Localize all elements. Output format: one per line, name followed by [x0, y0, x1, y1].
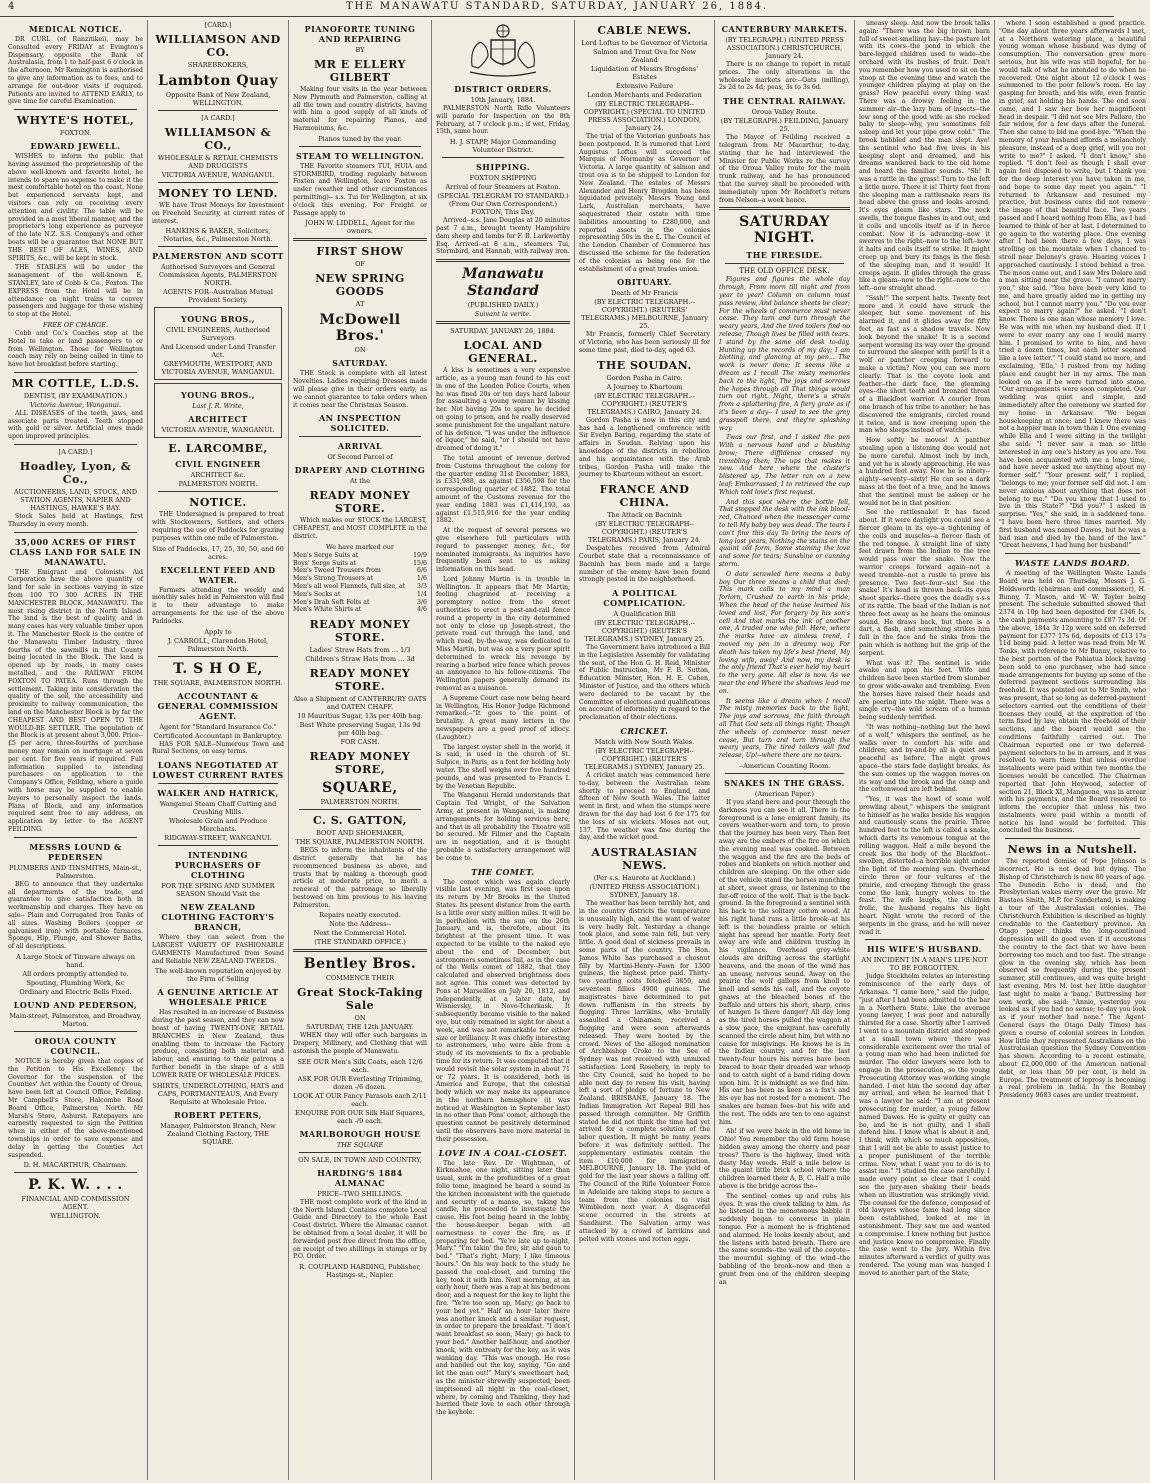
hotel-stables: THE STABLES will be under the management of the well-known E. STANLEY, late of Cobb & Co., Foxton. The EXPRESS from the Hotel will be in attendance on night trains to convey passengers and luggage for those wishing to stop at the Hotel.	[8, 264, 143, 319]
soudan-heading: THE SOUDAN.	[597, 358, 692, 372]
harding-signature: R. COUPLAND HARDING, Publisher, Hastings-st., Napier.	[299, 1263, 421, 1280]
divider	[14, 837, 137, 838]
wife-sub: AN INCIDENT IN A MAN'S LIFE NOT TO BE FORGOTTEN.	[861, 956, 988, 973]
column-1	[4, 20, 148, 1480]
poem-stanza: Twas our first, and I asked the pen With a nervous hand and a blushing brow; There diffidence crossed my trembling then; The ups that makes it now. And here where the cluster's blistered up, The letter ran on a new leaf; Embarrassed, I to retrieved the cup Which told love's first request.	[719, 434, 850, 496]
arrival-heading: ARRIVAL	[337, 441, 383, 452]
lound-bells: Ordinary and Electric Bells Fixed.	[19, 987, 132, 996]
tshoe-cert: Certificated Accountant in Bankruptcy.	[153, 731, 283, 740]
waste-lands-body: A meeting of the Wellington Waste Lands Board was held on Thursday, Messrs J. G. Holdsworth (chairman and commissioner), H. Bunny, T. Mason, and W. W. Taylor being present. The schedule submitted showed that 2374 in 10p had been deposited for £346 Is, the cash payments amounting to £87 7s 3d. Of the above, 184a 3r 12p were sold on deferred payment for £377 17s 6d, deposits of £13 17s 11d being paid. A letter was read from Mr W. Tonks, with reference to Mr Bunny, relative to the best portion of the Pahiatua block having been sold to one purchaser, who had since made arrangements for buying up some of the deferred payment sections surrounding his freehold. It was pointed out to Mr Smith, who was present, that so long as deferred-payment selectors carried out the conditions of their licenses they could, at the expiration of the term fixed by law, obtain the freehold of their sections, and the board would see the conditions faithfully carried out. The Chairman reported one or two deferred-payment selectors to be in arrears, and it was resolved to warn them that unless overdue instalments were paid within two months the licenses would be cancelled. The Chairman reported that John Heywood, selector of section 21, Block XI, Mangaone, was in arrear with his payments, and the Board resolved to inform the occupier that unless his two instalments were paid within a month of notice his land would be forfeited. This concluded the business.	[999, 570, 1146, 835]
column-6	[715, 20, 855, 1480]
show-body: THE Stock is complete with all latest Novelties. Ladies requiring Dresses made will please give in their orders early, as we cannot guarantee to take orders when it comes near the Christmas Season.	[293, 370, 427, 409]
snakes-continued: How softly he moves! A panther stealing upon a listening doe would not be more careful. Almost inch by inch, and yet he is slowly approaching. He was a hundred feet away. Now he is ninety--eighty--seventy--sixty! He can see a dark mass at the foot of a tree, and he knows that the sentinel must be asleep or he would not be in that position.	[859, 437, 990, 507]
bentley-body: WHEN they will offer such bargains in Drapery, Millinery, and Clothing that will astonish the people of Manawatu.	[293, 1032, 427, 1056]
divider	[293, 238, 427, 241]
square-heading: SQUARE,	[322, 780, 398, 797]
rms-heading-1: READY MONEY STORE.	[309, 618, 411, 645]
palmerston-agents: AGENTS FOR--Australian Mutual Provident Society.	[163, 288, 273, 305]
sugar: 10 Mauritius Sugar, 13s per 40lb bag.	[297, 712, 423, 721]
larcombe-sub: CIVIL ENGINEER	[175, 459, 261, 470]
shipping-heading: SHIPPING.	[476, 162, 530, 173]
arrival-body: Which makes our STOCK the LARGEST, CHEAPEST, and MOST COMPLETE in the district.	[293, 517, 427, 540]
price-list	[293, 552, 427, 614]
young2-box	[154, 383, 282, 438]
larcombe-architect: ARCHITECT &c.	[190, 471, 246, 480]
williamson-street: Lambton Quay	[158, 73, 278, 89]
gatton-heading: C. S. GATTON,	[312, 814, 407, 828]
tshoe-address: THE SQUARE, PALMERSTON NORTH.	[153, 678, 283, 687]
divider	[725, 263, 844, 264]
divider	[158, 110, 278, 111]
love-body: The late Rev. Dr Wightman, of Kirkmahoe, one night, sitting later than usual, sunk in the profundities of a great folio tome, imagined he heard a sound in the kitchen inconsistent with the quietude and security of a manse, so, taking his candle, he proceeded to investigate the cause. His foot being heard in the lobby, the house-keeper began with all earnestness to cover the fire, as if preparing for bed. "Ye're late up to-night, Mary." "I'm takin' the fire, sir, and gaun to bed." "That's right, Mary; I like timeous hours." On his way back to the study he passed the coal-closet, and turning the key, took it with him. Next morning, at an early hour, there was a rap at his bedroom door, and a request for the key to light the fire. "Ye're too soon up, Mary; go back to your bed yet." Half an hour later there was another knock and a similar request, in order to prepare the breakfast. "I don't want breakfast so soon, Mary; go back to your bed." Another half-hour, and another knock, with entreaty for the key, as it was wanking day. "This was enough. He rose and handed out the key, saying, "Go and let the man out!" Mary's sweetheart had, as the minister shrewdly suspected, been imprisoned all night in the coal-closet, where, by coming and Thinking, they had hurried their love to each other through the keyhole.	[436, 1159, 570, 1417]
poem-source: --American Counting Room.	[738, 761, 831, 770]
walker-body: Wholesale Grain and Produce Merchants.	[169, 817, 267, 834]
walker-sub: Wanganui Steam Chaff Cutting and Crushing Mills.	[159, 800, 277, 817]
france-body: Despatches received from Admiral Courbet state that a reconnaissance of Bacninh has been made and a large number of the enemy have been found strongly posted in the neighborhood.	[579, 545, 710, 584]
saturday-night-heading: SATURDAY NIGHT.	[739, 214, 830, 247]
gatton-body: BEGS to inform the inhabitants of the district generally that he has recommenced business as above, and trusts that by making a thorough good article at moderate price, to merit a renewal of the patronage so liberally bestowed on him previous to his leaving Palmerston.	[293, 847, 427, 909]
bentley-sub: COMMENCE THEIR	[325, 974, 395, 983]
france-heading: FRANCE AND CHINA.	[599, 483, 690, 510]
lound-footer: LOUND AND PEDERSON,	[13, 999, 138, 1010]
snakes-continued: "Yes, it was the howl of some wolf prowling about," whispers the emigrant to himself as he walks beside his waggon and cautiously scans the prairie. Three hundred feet to the left is called a snake, which darts its venomous tongue at the rolling waggon. Half a mile beyond the creek lies the body of the Blackfoot--swollen, distorted--a horrible sight under the light of the morning sun. Overhead circle three or four vultures of the prairie, and creeping through the grass come the lank, hungry wolves to the feast. The wife laughs, the children frolic, the husband regains his light heart. Night wrote the record of the serpents in the grass, and he will never read it.	[859, 796, 990, 936]
divider	[158, 491, 278, 492]
nutshell-heading: News in a Nutshell.	[1007, 843, 1138, 857]
divider	[14, 532, 137, 533]
waste-lands-heading: WASTE LANDS BOARD.	[1014, 558, 1131, 569]
williamson2-sub: WHOLESALE & RETAIL CHEMISTS AND DRUGGISTS	[158, 154, 278, 170]
local-item: The total amount of revenue derived from Customs throughout the colony for the quarter ending 31st December, 1883, is £331,988, as against £356,598 for the corresponding quarter of 1882. The total amount of the Customs revenue for the year ending 1883 was £1,414,193, as against £1,515,916 for the year ending 1882.	[436, 454, 570, 525]
feed-apply: Apply to	[204, 627, 232, 636]
paper-sub: (PUBLISHED DAILY.)	[467, 301, 539, 310]
oroua-signature: D. H. MACARTHUR, Chairman.	[23, 1161, 128, 1170]
hotel-heading: WHYTE'S HOTEL,	[16, 114, 135, 128]
divider	[158, 182, 278, 183]
shipping-telegram: (SPECIAL TELEGRAM TO STANDARD.) (From Our Own Correspondent.) FOXTON, This Day.	[437, 192, 569, 217]
snakes-continued: "Sssh!" The serpent halts. Twenty feet more and it could have struck the sleeper, but some movement of his alarmed it, and it glides away for fifty feet, as fast as a shadow travels. Now look beyond the snake! It is a second serpent worming its way over the ground to surround the sleeper with peril! Is it a wolf or panther creeping forward to make a victim? Now you can see more clearly. That is the coyote look and feather--the dark face, the gleaming eyes--the short teeth and bronzed throat of a Blackfoot warrior. A courier from one branch of his tribe to another; he has discovered the emigrants, circled round it twice, and is now creeping upon the man who sleeps instead of watches.	[859, 294, 990, 435]
steam-body: THE Favorite steamers TUI, HUIA and STORMBIRD, trading regularly between Foxton and Wellington, leave Foxton as under (weather and other circumstances permitting)-- s.s. Tui for Wellington, at six o'clock this evening. For Freight or Passage apply to	[293, 162, 427, 217]
williamson2-heading: WILLIAMSON & CO.,	[164, 126, 272, 152]
obituary-body: Mr Francis, formerly Chief Secretary of Victoria, who has been seriously ill for some time past, died to-day, aged 63.	[579, 331, 710, 354]
piano-tuned: Pianos tuned by the year.	[318, 134, 402, 143]
harding-heading: ON SALE, IN TOWN AND COUNTRY,	[298, 1155, 422, 1164]
lound-spouting: Spouting, Plumbing Work, &c	[26, 978, 125, 987]
gatton-sub: BOOT AND SHOEMAKER,	[316, 829, 404, 838]
desk-heading: THE OLD OFFICE DESK.	[739, 267, 830, 276]
hotel-free: FREE OF CHARGE.	[42, 320, 109, 329]
cable-body: The trial of the Victorian gunboats has been postponed. It is rumored that Lord Augustus Loftus will succeed the Marquis of Normanby as Governor of Victoria. A large quantity of salmon and trout ova is to be shipped to London for New Zealand. The estates of Messrs Alexander and Henry Brogden has been liquidated privately. Messrs Young and Lark, Australian merchants, have sequestrated their estate with time liabilities amounting to £280,000, and reported assets in the colonies representing 50s in the £. The Council of the London Chamber of Commerce has discussed the scheme for the federation of the colonies as being one for the establishment of a great trades union.	[579, 133, 710, 273]
rms-heading-3: READY MONEY STORE,	[309, 750, 411, 777]
notice-heading: NOTICE.	[189, 496, 247, 510]
soudan-telegram: (BY ELECTRIC TELEGRAPH.--COPYRIGHT.) (REUTER'S TELEGRAMS.) CAIRO, January 24.	[587, 391, 702, 416]
snakes-heading: SNAKES IN THE GRASS.	[724, 777, 845, 788]
column-2	[148, 20, 289, 1480]
tshoe-heading: T. S H O E,	[173, 660, 263, 677]
divider	[14, 372, 137, 373]
straw-hats: Ladies' Straw Hats from ... 1/3	[309, 646, 411, 655]
divider	[158, 246, 278, 247]
arrival-sub2: DRAPERY AND CLOTHING	[294, 465, 426, 476]
cable-line: London Merchants and Federation	[587, 91, 702, 99]
price-row: Men's Tweed Trousers from 6/6	[293, 567, 427, 575]
lound-tinware: A Large Stock of Tinware always on hand.	[16, 952, 135, 969]
clothing-body: Where they can select from the LARGEST VARIETY OF FASHIONABLE GARMENTS Manufactured from Sound and Reliable NEW ZEALAND TWEEDS.	[152, 934, 284, 965]
cable-telegram: (BY ELECTRIC TELEGRAPH--COPYRIGHT.) (SPECIAL TO UNITED PRESS ASSOCIATION.) LONDON, January 24.	[583, 100, 706, 132]
price-row: Men's Socks at 1/4	[293, 590, 427, 598]
paper-motto: Suivant la verite.	[474, 310, 532, 319]
snakes-continued: What was it? The sentinel is wide awake and upon his feet. Wife and children have been startled from slumber to grow wide-awake and trembling. Even the horses have raised their heads and are peering into the night. There was a single cry--the wild scream of a human being suddenly terrified.	[859, 659, 990, 722]
soudan-sub: Gordon Pasha in Cairo.	[606, 373, 683, 382]
show-on: ON	[354, 346, 366, 355]
clothing-reputation: The well-known reputation enjoyed by the Firm of Selling	[154, 967, 282, 984]
lound-orders: All orders promptly attended to.	[22, 969, 129, 978]
arrival-at: At the	[350, 477, 370, 486]
medical-heading: MEDICAL NOTICE.	[28, 24, 123, 34]
obituary-sub: Death of Mr Francis	[611, 289, 678, 298]
steam-signature: JOHN W. LIDDELL, Agent for the owners.	[305, 219, 415, 236]
palmerston-heading: PALMERSTON AND SCOTT	[152, 251, 284, 262]
local-item: Lord Johnny Martin is in trouble in Wellington. It appears that Mr Martin, feeling chagrined at receiving a peremptory notice from the street authorities to erect a post-and-rail fence round a property in the city determined not only to close up Joseph-street, the private road cut through the land, and which road, by-the-way, was dedicated to Miss Martin, but was on a very poor spirit determined to wreck his revenge by rearing a barbed wire fence which proves an annoyance to his fellow-citizens. The Wellington papers generally demand its removal as a nuisance.	[436, 575, 570, 693]
bentley-enquire: ENQUIRE FOR OUR Silk Half Squares, each -/9 each.	[295, 1108, 425, 1125]
shipping-sub: FOXTON SHIPPING	[469, 174, 537, 183]
masthead	[0, 0, 1114, 17]
show-at: AT	[355, 300, 365, 309]
money-body: WE have Trust Moneys for Investment on Freehold Security, at current rates of interest.	[152, 202, 284, 225]
divider	[436, 321, 570, 324]
young-address: GREYMOUTH, WESTPORT, AND VICTORIA AVENUE, WANGANUI.	[161, 360, 275, 377]
tshoe-agent: Agent for "Standard Insurance Co."	[159, 722, 277, 731]
harding-body: THE most complete work of the kind in the North Island. Contains complete Local Guide and Directory to the whole East Coast district. Where the Almanac cannot be obtained from a local dealer, it will be forwarded post free direct from the office, on receipt of two shillings in stamps or by P.O. Order.	[293, 1198, 427, 1261]
column-5	[575, 20, 715, 1480]
divider	[299, 809, 421, 810]
column-4	[432, 20, 575, 1480]
young2-architect: ARCHITECT	[188, 414, 248, 425]
australasian-heading: AUSTRALASIAN NEWS.	[591, 846, 698, 873]
canterbury-heading: CANTERBURY MARKETS.	[721, 24, 848, 34]
bentley-silk: SEE OUR Men's Silk Coats, each 12/6 each.	[297, 1057, 423, 1074]
gatton-repairs: Repairs neatly executed.	[319, 911, 401, 920]
coat-of-arms-icon	[458, 22, 548, 80]
divider	[436, 259, 570, 262]
hoadley-sub: AUCTIONEERS, LAND, STOCK, AND STATION AGENTS, NAPIER AND HASTINGS, HAWKE'S BAY.	[13, 488, 138, 513]
tshoe-sale: HAS FOR SALE--Numerous Town and Rural Sections, on easy terms.	[152, 740, 284, 756]
divider	[158, 656, 278, 657]
arrival-sub: Of Second Parcel of	[327, 453, 393, 462]
masthead-title: THE MANAWATU STANDARD, SATURDAY, JANUARY 26, 1884.	[345, 1, 769, 12]
price-row: Men's White Shirts at 4/6	[293, 606, 427, 614]
poem-stanza: It seems like a dream when I recall The misty memories back to the light, The joys and sorrows, the faith through all That God sets all things right; Though the wheels of commerce must never cease, But turn and turn through the weary years, The tired toilers will find release, Up!--where there are no tears.	[719, 697, 850, 760]
snakes-continued: uneasy sleep. And now the brook talks again: "There was the big brown barn full of sweet-smelling hay--the pasture lot with its cows--the pond in which the bare-legged children used to wade--the orchard with its bushes of fruit. Don't you remember how you used to sit on the stoop at the evening time and watch the younger children playing at play on the grass? How peaceful every thing was! There was a drowsy feeling in the summer air--the lazy hum of insects--the low song of the good wife as she rocked baby to sleep--why, you sometimes fell asleep and let your pipe grow cold." The brook babbled and the man slept. Aye! the sentinel who had five lives in his keeping slept and dreamed, and his dreams wandered back to the old home and heard the familiar sounds. "Sh! It was a rattle in the grass! Turn to the left a little more. There it is! Thirty feet from the sleeping man a rattlesnake rears its head above the grass and looks around. It's eyes gleam like stars. The neck swells, the tongue flashes in and out, and it coils and uncoils itself as if in fierce combat. Now it is advancing--now it swerves to the right--now to the left--now it halts and coils itself to strike. It might creep up and bury its fangs in the flesh of the sleeping man, and it would! It creeps again. It glides through the grass like a gleam--now to the right--now to the left--now straight ahead.	[859, 20, 990, 293]
bentley-on: ON	[354, 1014, 366, 1023]
harding-almanac: HARDING'S 1884 ALMANAC	[317, 1167, 403, 1188]
clothing-signature-sub: Manager, Palmerston Branch, New Zealand Clothing Factory, THE SQUARE.	[160, 1121, 276, 1146]
obituary-heading: OBITUARY.	[617, 277, 672, 288]
hotel-body: WISHES to inform the public that having assumed the proprietorship of the above well-known and favorite hotel, he intends to spare no expense to make it the most comfortable hotel on the coast. None but experienced servants kept, and visitors can rely on receiving every attention and civility. The table will be provided in a most liberal manner, and the proprietor's long experience as purveyor of the late N.Z. S.S. Company's and other boats will be a guarantee that NONE BUT THE BEST OF ALES, WINES, AND SPIRITS, &c., will be kept in stock.	[8, 153, 143, 262]
poem-stanza: Figures and figures the whole day through, From morn till night and from year to year! Column on column must pass review, And balance sheets be clear; For the wheels of commerce must never cease. They turn and turn through the weary years, And the tired toilers find no release, Though lives be filled with tears. I stand by the same old desk to-day, Hunting up the records of my day; I am blotting, and glancing at my pen... The work is never done; It seems like a dream as I recall The misty memories back to the light, The joys and sorrows the hopes through all That things would turn out right. Night, there's a strain from a splattering fire, A fiery grate as if it's been a day-- I used to see the grey grasspoll there, and they're splashing way.	[719, 276, 850, 432]
political-telegram: (BY ELECTRIC TELEGRAPH.--COPYRIGHT.) (REUTER'S TELEGRAMS.) SYDNEY, January 25.	[584, 619, 705, 644]
obituary-telegram: (BY ELECTRIC TELEGRAPH.--COPYRIGHT.) (REUTERS' TELEGRAMS.) MELBOURNE, January 25.	[581, 298, 708, 331]
larcombe-heading: E. LARCOMBE,	[168, 442, 268, 456]
paper-date: SATURDAY, JANUARY 26, 1884.	[450, 327, 556, 336]
show-of: OF	[355, 260, 365, 269]
france-sub: The Attack on Bacninh	[607, 511, 682, 520]
palmerston-sub: Authorised Surveyors and General Commission Agents, PALMERSTON NORTH.	[158, 263, 278, 288]
wife-body: Judge Stockholm relates an interesting reminiscence of the early days of Arkansas. "I came here," said the judge, "just after I had been admitted to the bar in a Northern State. Like the average young lawyer, I was poor and naturally thirsted for a case. Shortly after I arrived I went to a mountain district and stopped at a small town where there was considerable excitement over the trial of a young man who had been indicted for murder. The older lawyers were loth to engage in the prosecution, so the young Prosecuting Attorney was working single handed. I met him the second day after my arrival, and when he learned that I was a lawyer he said: "I am at present prosecuting for murder, a young fellow named Dawes. He is guilty or guilty can be, and he is not guilty, and I shall defend him. I know what is about it and, I think, with which so much opposition, that I will not be able to assist justice to a proper punishment of the terrible crime. Now, what I want you to do is to assist me." "I studied the case carefully. I made every point so clear that I could see the jury-men shaking their heads when an illustration was strikingly vivid. The counsel for the defence, composed of old lawyers whose fame had long since been established, looked at me in astonishment. They saw me and wanted a compromise. I knew nothing but justice and justice knew no compromise. Finally the case went to the jury. Within five minutes afterward a verdict of guilty was rendered. The young man was hanged I moved to another part of the State,	[859, 973, 990, 1277]
divider	[442, 157, 564, 158]
walker-address: RIDGWAY-STREET, WANGANUI.	[164, 834, 272, 843]
district-orders-heading: DISTRICT ORDERS.	[454, 84, 552, 94]
snakes-body: The sentinel comes up and rubs his eyes. It was the creek talking to him. As he listened in the monotonous babble it suddenly began to converse in plain tongue. For a moment he is frightened and alarmed. He looks keenly about, and the listens with bated breath. There are the same sounds--the wail of the coyote--the mournful sighing of the wind--the babbling of the brook--now and then a grunt from one of the children sleeping an	[719, 1192, 850, 1286]
straw-hats-children: Children's Straw Hats from ... 3d	[305, 655, 415, 664]
price-row: Men's Serge Suits at 19/9	[293, 551, 427, 559]
inspection-heading: AN INSPECTION SOLICITED.	[318, 413, 402, 434]
young-box	[154, 307, 282, 380]
political-body: The Government have introduced a Bill in the Legislative Assembly for validating the seat, of the Hon G. H. Reid, Minister of Public Instruction, Mr F. B. Sutton, Education Minister, Hon. H. E. Cohen, Minister of Justice, and the others which were declared to be vacant by the Committee of elections and qualifications on account of informality in regard to the proclamation of their elections.	[579, 644, 710, 722]
france-telegram: (BY ELECTRIC TELEGRAPH--COPYRIGHT.) (REUTER'S TELEGRAMS.) PARIS, January 24.	[588, 520, 701, 545]
hotel-cobb: Cobb and Co.'s Coaches stop at the Hotel to take or land passengers to or from Wellington. Those for Wellington coach may rely on being called in time to have hot breakfast before starting.	[8, 329, 143, 369]
lound-footer-address: Main-street, Palmerston, and Broadway, Marton.	[9, 1011, 142, 1028]
local-item: At the request of several persons we give elsewhere full particulars with regard to passenger money, &c., for nominated immigrants. As inquiries have frequently been sent to us asking information on this head.	[436, 527, 570, 574]
cricket-body: A cricket match was commenced here to-day, between the Australian team shortly to proceed to England, and fifteen of New South Wales. The latter went in first, and when the stumps were drawn for the day had lost 6 for 175 for the loss of six wickets. Moses not out, 137. The weather was fine during the day, and the wicket good.	[579, 772, 710, 842]
acres-heading: 35,000 ACRES OF FIRST CLASS LAND FOR SALE IN MANAWATU.	[9, 536, 142, 567]
shipping-arrival: Arrival of four Steamers at Foxton.	[445, 183, 561, 192]
williamson-address: Opposite Bank of New Zealand, WELLINGTON.	[165, 91, 271, 107]
marlborough-sub: THE SQUARE	[336, 1140, 384, 1149]
feed-body: Farmers attending the weekly and monthly sales held in Palmerston will find it to their advantage to make arrangements for the use of the above Paddocks.	[152, 586, 284, 625]
soudan-body: Gordon Pasha is now in this city and has had a lengthened conference with Sir Evelyn Baring, regarding the state of affairs in Soudan. Relying upon his knowledge of the districts in rebellion and his acquaintance with the Arab tribes, Gordon Pasha will make the journey to Khartoum without an escort.	[579, 416, 710, 479]
piano-by: BY	[355, 46, 365, 54]
square-sub: PALMERSTON NORTH.	[320, 798, 400, 807]
cable-line: Liquidation of Messrs Brogdens' Estates	[590, 65, 699, 81]
young2-heading: YOUNG BROS.,	[180, 390, 256, 401]
acres-body: THE Emigrant and Colonists Aid Corporation have the above quantity of land for sale in sections varying in size from 100 TO 300 ACRES IN THE MANCHESTER BLOCK, MANAWATU. The most rising district in the North Island. The land is the best of quality, and in many cases has very valuable timber upon it. The Manchester Block is the centre of the Manawatu Timber Industry, three fourths of the sawmills in that County being located in the Block. The land is opened up by roads, in many cases metalled, and the RAILWAY FROM FOXTON TO PATEA. Runs through the settlement. Taking into consideration the quality of the soil, the accessibility and proximity to railway communication, the land on the Manchester Block is by far the CHEAPEST AND BEST OPEN TO THE WOULD-BE SETTLER. The population of the Block is at present about 3,000. Price--£5 per acre, three-fourths of purchase money may remain on mortgage at seven per cent. for five years if required. Full information supplied to intending purchasers on application to the Company's Office, Feilding, where a guide with horse may be supplied to enable buyers to personally inspect the lands. Plans of Block, and any information required sent free to any address, on application by letter to the AGENT FEILDING.	[8, 568, 143, 833]
price-row: Men's Drab Soft Felts at 3/6	[293, 598, 427, 606]
pk-sub: FINANCIAL AND COMMISSION AGENT.	[21, 1195, 130, 1212]
clothing-signature: ROBERT PETERS,	[174, 1109, 262, 1120]
railway-body: The Mayor of Feilding received a telegram from Mr Macarthur, to-day, stating that he had interviewed the Minister for Public Works re the survey of the Oroua Valley route for the main trunk railway, and he has pronounced that the survey shall be proceeded with immediately upon Mr Rochfort's return from Nelson--a week hence.	[719, 134, 850, 204]
hotel-owner: EDWARD JEWELL.	[30, 141, 121, 152]
divider	[299, 436, 421, 437]
gatton-note: Note the Address--	[329, 920, 391, 929]
gatton-address: THE SQUARE, PALMERSTON NORTH.	[295, 838, 425, 847]
young2-sub: Last J. R. Write,	[192, 402, 244, 411]
card-label: [CARD.]	[204, 21, 232, 29]
political-heading: A POLITICAL COMPLICATION.	[603, 588, 686, 609]
canterbury-body: There is no change to report in retail prices. The only alterations in the wholesale markets are:--Oats (milling), 2s 2d to 2s 4d; peas, 3s to 3s 6d.	[719, 61, 850, 92]
railway-sub: Oroua Valley Route.	[751, 108, 818, 117]
divider	[14, 1031, 137, 1032]
column-3	[289, 20, 432, 1480]
australasian-sub: (Per s.s. Hauroto at Auckland.)	[593, 874, 696, 883]
district-orders-signature: H. J. STAPP, Major Commanding Volunteer District.	[449, 138, 557, 155]
divider	[299, 146, 421, 147]
young2-address: VICTORIA AVENUE, WANGANUI.	[161, 426, 275, 435]
shipping-body: Arrived--s.s. Jane Douglas at 20 minutes past 7 a.m., brought twenty Hampshire dam sheep and lambs for F. B. Larkworthy Esq. Arrived--at 8 a.m., steamers Tui, Stormbird, and Hannah, with railway iron.	[436, 217, 570, 256]
money-firm: HANKINS & BAKER, Solicitors, Notaries, &c., Palmerston North.	[163, 227, 273, 244]
australasian-telegram: (UNITED PRESS ASSOCIATION.) SYDNEY, January 18.	[589, 883, 700, 900]
shipment-body: Also a Shipment of CANTERBURY OATS and OATEN CHAFF.	[293, 695, 427, 712]
gatton-next: Next the Commercial Hotel.	[313, 929, 407, 938]
divider	[158, 845, 278, 846]
young-heading: YOUNG BROS.,	[180, 314, 256, 325]
cottle-address: Victoria Avenue, Wanganui.	[30, 400, 121, 409]
young-sub: CIVIL ENGINEERS, Authorised Surveyors	[166, 326, 270, 343]
divider	[719, 207, 850, 210]
column-7	[855, 20, 995, 1480]
column-8	[995, 20, 1150, 1480]
arrival-store: READY MONEY STORE.	[309, 489, 411, 516]
show-goods: NEW SPRING GOODS	[315, 272, 405, 299]
hotel-sub: FOXTON.	[59, 129, 92, 138]
poem-stanza: And this spot where the bottle fell, That stopped the desk with the ink blood-red, Chanced when the messenger came to tell My baby boy was dead. The tears I can't fine this day To bring the tears of long lost years, Nothing the stains on the quaint old form, Some staining the love and some for tears; Sunshine or cunning storm.	[719, 498, 850, 569]
snakes-body: Ah! if we were back in the old home in Ohio! You remember the old farm house hidden away among the cherry and pear trees? There is the highway, lined with dusty May weeds. Half a mile below is the quaint little brick school where the children learned their A, B, C. Half a mile above is the bridge across the--	[719, 1128, 850, 1191]
divider	[725, 773, 844, 774]
bentley-look: LOOK AT OUR Fancy Parasols each 2/11 each.	[293, 1091, 427, 1108]
divider	[1005, 553, 1140, 554]
fireside-heading: THE FIRESIDE.	[746, 250, 823, 261]
district-orders-body: PALMERSTON North Rifle Volunteers will parade for Inspection on the 8th February, at 7 o'clock p.m.; if wet, Friday, 15th, same hour.	[436, 105, 570, 136]
snakes-continued: See the rattlesnake! It has faced about. If it were daylight you could see a fiercer gleam in its eye--a tightening of the coils and muscles--a fiercer flash of the red tongue. A straight line of sixty feet drawn from the Indian to the tree would pass over the snake. Now the warrior creeps forward again--not a weed tremble--not a rustle to prove his presence. Two feet--four--six! See the snake! It's head is thrown back--its eyes shoot sparks--there goes the deadly s-s-s of its rattle. The head of the Indian is not three feet away as he hears the ominous sound. He draws back, but there is a dart, a flash, and something strikes him full in the face and he sinks from the pain which is nothing but the grip of the serpent.	[859, 509, 990, 657]
harding-price: PRICE--TWO SHILLINGS.	[317, 1189, 403, 1198]
snakes-sub: (American Paper.)	[754, 789, 815, 798]
for-cash: FOR CASH.	[340, 738, 380, 747]
local-heading: LOCAL AND GENERAL.	[463, 339, 543, 366]
clothing-factory: NEW ZEALAND CLOTHING FACTORY'S BRANCH,	[161, 902, 275, 933]
oroua-heading: OROUA COUNTY COUNCIL.	[34, 1035, 117, 1056]
piano-name: MR E ELLERY GILBERT	[314, 58, 406, 84]
williamson-sub: SHAREBROKERS,	[187, 61, 249, 69]
clothing-genuine: A GENUINE ARTICLE AT WHOLESALE PRICE	[157, 987, 279, 1008]
divider	[14, 1172, 137, 1173]
bentley-date: SATURDAY, THE 12th JANUARY.	[306, 1023, 414, 1032]
walker-heading: WALKER AND HATRICK,	[157, 788, 279, 799]
nutshell-body: The reported demise of Pope Johnson is incorrect. He is not dead but dying. The Bishop of Christchurch is now 80 years of age. The Dunedin Echo is dead, and the Presbyterian wakes merry over the grave. Mr Bastaes Smith, M.P. for Sunderland, is making a tour of the Australasian colonies. The Christchurch Exhibition is described as highly creditable to the Canterbury province. An Otago paper thinks the long-continued depression will do good even if it accustoms the country to the fact that we have been borrowing too much and too fast. The strange glow in the evening sky, which has been observed so frequently during the present summer, still continues, and was quite bright last evening. Mrs M. lost her little daughter last night to make a 'bang.' Buttressing her own work, she said: "Annie, yesterday you looked as if you had no sense; to-day you look as if your mother had none." The Agent-General (says the Otago Daily Times) has given a course of colonial soirees in London. How little they represented Australians on the Australasian question the Sydney Convention has shown. According to a recent estimate, about £2,000,000 of the American national debt, or less than 50 per cent, is held in Europe. The treatment of leprosy is becoming a real problem in India. In the Bombay Presidency 9683 cases are under treatment.	[999, 858, 1146, 1100]
paper-title: Manawatu Standard	[462, 266, 544, 300]
clothing-heading: INTENDING PURCHASERS OF CLOTHING	[174, 850, 261, 881]
soudan-sub2: A Journey to Khartoum	[606, 382, 683, 391]
cottle-sub: DENTIST, (BY EXAMINATION.)	[23, 391, 128, 400]
bentley-sale: Great Stock-Taking Sale	[297, 986, 423, 1013]
snakes-body: If you stand here and pour through the darkness you can see it all. There in the foreground is a lone emigrant family, its covers weather-worn and torn, to prove that the journey has been very. Then feet away are the embers of the fire on which the evening meal was cooked. Between the waggon and the fire are the beds of robes and blankets on which mother and children are sleeping. On the other side of the vehicle stand the horses munching at short, sweet grass, or listening to the far-off voice of the wolf. That is the back-ground. In the foreground a sentinel with his back to the solitary cotton wood. At his right hand runs a little brook--at his left is the boundless prairie or which night has spread her mantle. Forty feet away are wife and children trusting in his vigilance. Overhead grey-white clouds are drifting across the starlight heavens, and the moan of the wind has an uneasy, nervous sound. Away on the prairie the wolf gallops from knoll to knoll and sends his call, and the coyote gnaws at the bleached bones of the buffalo and utters his short, sharp, cries of hunger. Is there danger? All day long as the tired horses pulled the waggon at a slow pace, the emigrant has carefully scanned the circle about him, but with no cause for misgivings. He knows he is in the Indian country, and for the last twenty-four hours his nerves have been braced to hear their dreaded war whoop and to catch sight of a band riding down upon him. It is midnight as we find him. His ear has been as keen as a fox's and his eye has not rested for a moment. The snakes are human foes--but his wife and the rest. The odds are ten to one against him.	[719, 798, 850, 1126]
cable-heading: CABLE NEWS.	[597, 24, 692, 37]
hoadley-heading: Hoadley, Lyon, & Co.,	[19, 460, 132, 487]
clothing-shirts: SHIRTS, UNDERCLOTHING, HATS and CAPS, PORTMANTEAUS, And Every Requisite at Wholesale Price.	[152, 1081, 284, 1106]
political-sub: A Qualification Bill	[613, 610, 676, 619]
larcombe-address: PALMERSTON NORTH.	[178, 480, 258, 489]
divider	[293, 949, 427, 952]
canterbury-telegram: (BY TELEGRAPH.) (UNITED PRESS ASSOCIATION.) CHRISTCHURCH, January 24.	[725, 36, 844, 60]
money-heading: MONEY TO LEND.	[158, 187, 278, 200]
arrival-marked: We have marked our	[325, 542, 395, 551]
piano-heading: PIANOFORTE TUNING AND REPAIRING	[304, 24, 416, 44]
columns	[4, 20, 1146, 1480]
australasian-body: The weather has been terribly hot, and in the country districts the temperature is unusually high, and the want of water is very badly felt. Yesterday a change took place, and some rain fell, but very little. A good deal of sickness prevails in some parts of the country. The Hon. James White has purchased a chesnut filly by Martini-Henry--Fawn for 1300 guineas, the highest price paid. Thirty-two yearling colts fetched 3850, and seventeen fillies 4900 guineas. The magistrates have determined to put down ruffianism in the streets by flogging. Three larrikins, who brutally assaulted a Chinaman, received a flogging and were soon afterwards released. They were hooted by the crowd. News of the alleged nomination of Archbishop Croke to the See of Sydney was not received with unmixed satisfaction. Lord Rosebery, in reply to the City Council, said he hoped to be able next day to renew his visit, having left a sort of pledge of fortune to New Zealand. BRISBANE, January 18. The Indian Immigration Act Repeal Bill has passed through committee. Mr Griffith stated he did not think the time had yet arrived for a complete solution of the labor question. It might be many years before it was definitely settled. The supplementary estimates contain the item £10,000 for immigration. MELBOURNE, January 18. The yield of gold for the last year shows a falling off. The Council of the Rifle Volunteer Force in Adelaide are taking steps to secure a team from the colonies to visit Wimbledon next year. A disgraceful scene occurred in the streets at Sandhurst. The Salvation army was attacked by a crowd of larrikins and pelted with stones and rotten eggs.	[579, 900, 710, 1243]
wife-continued: where I soon established a good practice. "One day about three years afterwards I met, at a Northern watering place, a beautiful young woman whose husband was dying of consumption. The conversation grew more serious, but his wife was still hopeful, for he would talk of what he intended to do when he recovered. One night about 12 o'clock I was summoned to the poor fellow's room. He lay gasping for breath, and his wife, even frantic in grief, sat holding his hands. The end soon came, and I saw her bow her magnificent head in despair. "I did not see Mrs Pallare, the fair widow, for a few days after the funeral. Then she came to bid me good-bye. "When the memory of your husband affords a melancholy pleasure, instead of a deep grief, will you not write to me?" I asked. "I don't know," she replied. "I don't feel as though I shall ever again feel disposed to write, but I thank you for the deep interest you have taken in me, and hope to some day meet you again." "I returned to Arkansaw and resumed my practice, but business cares did not remove the image of that beautiful face. Two years passed and I heard nothing from Ella, as I had learned to think of her at last. I determined to go again to the watering place. One evening after I had been there a few days, I was strolling on the mountain when I chanced to stroll near Deloney's grave. Hearing voices I approached cautiously. I stood behind a tree. The moon came out, and I saw Mrs Dolare and a man sitting near the grave. "I cannot marry you," she said. "You have been very kind to me, and have greatly aided me in getting my school, but I cannot marry you." "Do you ever expect to marry again?" he asked. "I don't know. There is one man whose memory I love. He was with me when my husband died. If I were to ever marry any one I would marry him. I promised to write to him, and have tried a dozen times, but each letter seemed like a love letter." "I could stand no more, and exclaiming, 'Ella,' I rushed from my hiding place and caught her in my arms. The man looked on as if he were turned into stone. "Our arrangements were soon completed. Our wedding was quiet and simple, and immediately after the ceremony we started for my home in Arkansaw. "We began housekeeping at once; and I knew there was not a happier man in town than I. One evening while Ella and I were sitting in the twilight she said: "I never saw a man so little interested in any one's history as you are. You have been acquainted with me a long time, and have never asked me anything about my former self." "Your present self," I replied, "belongs to me; your former self did not. I am never anxious about anything that does not belong to me." "Do you know that I used to live in this State?" "Did you?" I asked in surprise. "Yes," she said, in a saddened tone. "I have been here three times married. My first husband was named Dawes, but he was a bad man and died by the hand of the law." "Great heavens, I had hung her husband!"	[999, 20, 1146, 550]
divider	[1005, 838, 1140, 839]
cricket-telegram: (BY ELECTRIC TELEGRAPH--COPYRIGHT.) (REUTER'S TELEGRAMS.) SYDNEY, January 25.	[584, 747, 705, 772]
comet-heading: THE COMET.	[471, 866, 535, 877]
cable-line: Lord Loftus to be Governor of Victoria	[581, 39, 708, 47]
card-label: [A CARD.]	[201, 114, 235, 122]
hoadley-card: [A CARD.]	[58, 448, 93, 457]
page-number: 4	[8, 1, 17, 12]
notice-body: THE Undersigned is prepared to treat with Stockowners, Settlers, and others requiring the use of Paddocks for grazing purposes within one mile of Palmerston.	[152, 511, 284, 542]
marlborough-heading: MARLBOROUGH HOUSE	[299, 1128, 421, 1139]
lound-sub: PLUMBERS AND TINSMITHS, Main-st., Palmerston.	[9, 863, 142, 880]
lound-heading: MESSRS LOUND & PEDERSEN	[29, 841, 122, 862]
poem-stanza: O date scrawled here means a baby boy Our three means a child that died; This mark calls to my mind a man forlorn, Crushed to earth in his pride, When the head of the house learned his loved and lost, For forgery by his son's cell And that marks the ink of another one, A traded one who fell. Here, where the marks have an aimless trend, I moved my pen in a dreamy way, For death has taken my life's best friend, My loving wife, away! And now, my desk is the only friend That's ever held my heart to the very gone. All else is now. As we near the end Where the shadows lead me on.	[719, 570, 850, 695]
oroua-body: NOTICE is hereby given that copies of the Petition to His Excellency the Governor for the suspension of the Counties' Act within the County of Oroua, have been left at Council Office, Feilding. Mr Campbell's Store, Halcombe Road Board Office, Palmerston North. Mr Marsh's Store, Ashurst. Ratepayers are earnestly requested to sign the Petition when in either of the above-mentioned townships in order to save expense and delay in getting the Counties Act suspended.	[8, 1057, 143, 1159]
cricket-heading: CRICKET.	[620, 726, 669, 737]
hoadley-body: Stock Sales held at Hastings, first Thursday in every month.	[8, 513, 143, 528]
feed-heading: EXCELLENT FEED AND WATER.	[160, 564, 276, 585]
bentley-ask: ASK FOR OUR Everlasting Trimming, dozen -/6 dozen.	[297, 1074, 423, 1091]
piano-body: Making four visits in the year between New Plymouth and Palmerston, calling at all the town and country districts, having with him a good supply of all kinds of material for repairing Pianos, and Harmoniums, &c.	[293, 86, 427, 132]
local-item: The Wanganui Herald understands that Captain Ted Wright, of the Salvation Army, at present in Wanganui, is making arrangements for holding services here, and that in all probability the Theatre will be secured. Mr Filmer and the Captain are in negotiation, and it is thought probable a satisfactory arrangement will be come to.	[436, 792, 570, 862]
railway-telegram: (BY TELEGRAPH.) FEILDING, January 25.	[720, 117, 849, 134]
divider	[299, 1152, 421, 1153]
comet-body: The comet which was again clearly visible last evening, was first seen upon its return by Mr Brooks in the United States. Its present distance from the earth is a little over sixty million miles. It will be in perihelion with the sun on the 26th January, and is, therefore, about its brightest at the present time. It was expected to be visible to the naked eye about the end of December, but astronomers sometimes fail, as in the case of the Wells comet of 1882, that they calculated and observed brightness does not agree. This comet was detected by Pons at Marseilles on July 20, 1812, and independently, at a later date, by Wisnievsky, in Novo-Tcherkask. It subsequently became visible to the naked eye, but only remained in sight for about a week, and was not remarkable for either size or brilliancy. It was chiefly interesting to astronomers, who were able from a study of its movements to fix a probable time for its return. It was computed that it would revisit the solar system in about 71 or 72 years. It is considered, both in America and Europe, that the celestial body which we may make its appearance in the northern hemisphere (it was noticed at Washington in September last) in no other than Pons' comet, although the question cannot be positively determined until the observers have more material in their possession.	[436, 878, 571, 1143]
divider	[14, 109, 137, 110]
price-row: Men's Strong Trousers at 1/6	[293, 575, 427, 583]
gatton-office: (THE STANDARD OFFICE.)	[314, 938, 406, 947]
railway-heading: THE CENTRAL RAILWAY.	[723, 96, 846, 107]
pk-sub2: WELLINGTON.	[50, 1212, 101, 1221]
steam-heading: STEAM TO WELLINGTON.	[295, 150, 425, 161]
divider	[158, 783, 278, 784]
young-licensed: And Licensed under Land Transfer Act.	[160, 343, 276, 360]
feed-signature: J. CARROLL, Clarendon Hotel, Palmerston North.	[167, 636, 269, 653]
clothing-sub: FOR THE SPRING AND SUMMER SEASON Should Visit the	[161, 882, 275, 899]
cricket-sub: Match with New South Wales.	[594, 738, 695, 747]
district-orders-date: 10th January, 1884.	[470, 96, 536, 104]
cable-line: Salmon and Trout Ova for New Zealand	[593, 48, 696, 64]
snakes-continued: "It was nothing--nothing but the howl of a wolf," whispers the sentinel, as he walks over to comfort his wife and children; and by-and-by all is quiet and peaceful as before. The night grows apace--the stars fade daylight breaks. As the sun comes up the waggon moves on its way and the brook and the camp and the cottonwood are left behind.	[859, 723, 990, 794]
local-item: A Supreme Court case now being heard in Wellington, His Honor Judge Richmond remarked:--"It goes to the point of brutality. A great many letters in the newspapers are a good proof of idiocy. (Laughter.)	[436, 694, 570, 741]
tshoe-loans: LOANS NEGOTIATED AT LOWEST CURRENT RATES	[152, 760, 284, 781]
divider	[14, 444, 137, 445]
price-row: Boys' Serge Suits at 15/6	[293, 559, 427, 567]
rms-heading-2: READY MONEY STORE.	[309, 667, 411, 694]
williamson-heading: WILLIAMSON AND CO.	[155, 33, 281, 59]
show-heading: FIRST SHOW	[316, 245, 404, 259]
cable-line: Extensive Failure	[615, 82, 674, 90]
williamson2-address: VICTORIA AVENUE, WANGANUI.	[161, 171, 275, 179]
wife-heading: HIS WIFE'S HUSBAND.	[867, 944, 982, 955]
love-heading: LOVE IN A COAL-CLOSET.	[438, 1147, 568, 1158]
sugar-preserving: Best White preserving Sugar, 13s 9d per 40lb bag.	[299, 721, 421, 738]
show-day: SATURDAY.	[332, 358, 388, 369]
tshoe-sub: ACCOUNTANT & GENERAL COMMISSION AGENT.	[157, 690, 279, 721]
show-store: McDowell Bros.'	[319, 312, 401, 345]
price-row: Men's all wool Flannels, full size, at 3/3	[293, 582, 427, 590]
cottle-heading: MR COTTLE, L.D.S.	[11, 376, 140, 390]
clothing-result: Has resulted in an increase of Business during the past season, and they can now boast of having TWENTY-ONE RETAIL BRANCHES in New Zealand, thus enabling them to increase the Factory produce, consisting both material and labour, and ensuring to their patrons a further benefit in the shape of a still LOWER RATE OF WHOLESALE PRICES.	[152, 1009, 284, 1079]
pk-heading: P. K. W. . . .	[28, 1177, 123, 1194]
medical-body: DR CURL (of Ranzitikei), may be Consulted every FRIDAY at Evington's Dispensary, opposite the Bank of Australasia, from 1 to half-past 6 o'clock in the afternoon. Mr Remington is authorised to give any information as to fees, and to arrange for out-door visits if required. Patients are invited to ATTEND EARLY, to give time for careful Examination.	[8, 36, 143, 106]
bentley-heading: Bentley Bros.	[303, 956, 417, 973]
divider	[865, 939, 984, 940]
lound-body: BEG to announce that they undertake all departments of the trade, and guarantee to give satisfaction both in workmanship and charges. They have on sale-- Plain and Corrugated Iron Tanks of all sizes. Washing Boilers (copper or galvanised iron) with portable furnaces. Sponge, Hip, Plunge, and Shower Baths, of all descriptions.	[8, 880, 143, 951]
local-item: A kiss is sometimes a very expensive article, as a young man found to his cost in one of the London Police Courts, when he was fined 20s or ten days hard labour for assaulting a young woman by kissing her. Not having 20s to spare he decided on going to prison, and he really deserved some punishment for the ungallant nature of his defence. "I was under the influence of liquor," he said, "or I should not have dreamed of doing it."	[436, 367, 570, 453]
cottle-body: ALL DISEASES of the teeth, jaws, and associate parts treated. Teeth stopped with gold or silver. Artificial ones made upon improved principles.	[8, 409, 143, 441]
notice-size: Size of Paddocks, 17, 25, 30, 50, and 60 acres.	[152, 544, 284, 561]
local-item: The largest oyster shell in the world, it is said, is used in the church of St. Sulpice, in Paris, as a font for holding holy water. The shell weighs over five hundred pounds, and was presented to Francis I. by the Venetian Republic.	[436, 743, 570, 790]
